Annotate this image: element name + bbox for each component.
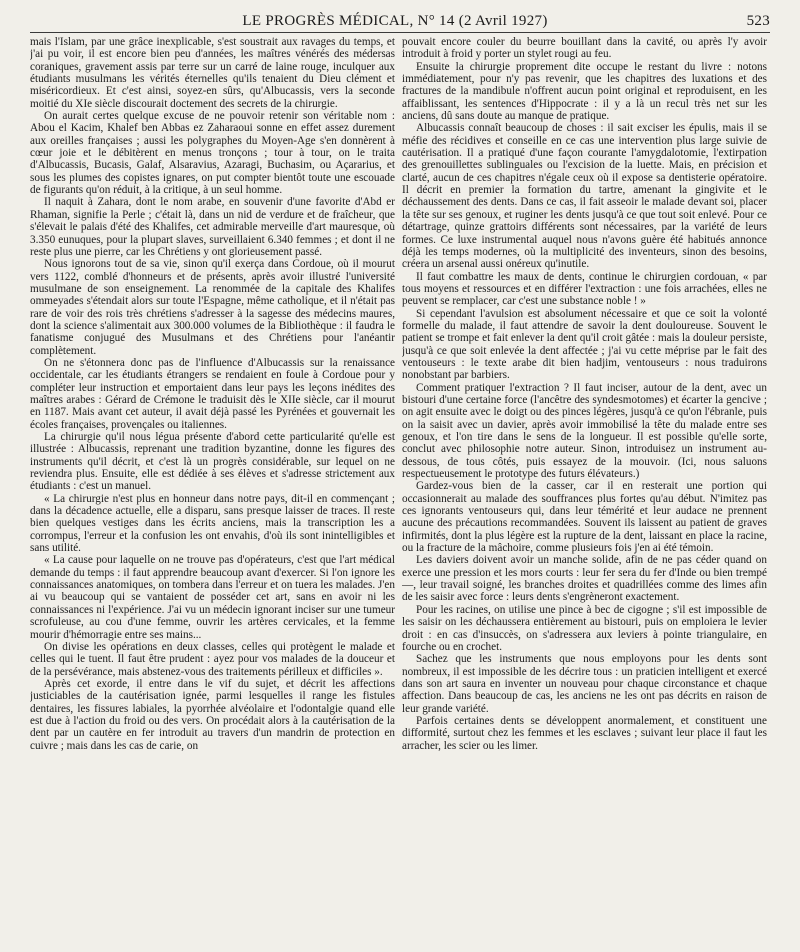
paragraph: « La cause pour laquelle on ne trouve pas d'opérateurs, c'est que l'art médical demande du temps : il faut apprendre beaucoup avant d'exercer. Si l'on ignore les connaissances anatomiques, on tombera dans l'erreur et on tuera les malades. J'en ai vu beaucoup qui se vantaient de posséder cet art, sans en avoir ni les connaissances ni l'expérience. J'ai vu un médecin ignorant inciser sur une tumeur scrofuleuse, au cou d'une femme, ouvrir les artères cervicales, et la femme mourir d'hémorragie entre ses mains... bbox=[30, 554, 395, 641]
paragraph: Les daviers doivent avoir un manche solide, afin de ne pas céder quand on exerce une pression et les mors courts : leur fer sera du fer d'Inde ou bien trempé —, leur travail soigné, les branches droites et quadrillées comme des limes afin de les saisir avec force : leurs dents s'engrèneront exactement. bbox=[402, 554, 767, 604]
paragraph: pouvait encore couler du beurre bouillant dans la cavité, ou après l'y avoir introduit à froid y porter un stylet rougi au feu. bbox=[402, 36, 767, 61]
page-number: 523 bbox=[746, 12, 770, 29]
left-column bbox=[30, 36, 395, 946]
paragraph: Gardez-vous bien de la casser, car il en resterait une portion qui occasionnerait au malade des souffrances plus fortes qu'au début. N'imitez pas ces ignorants ventouseurs qui, dans leur témérité et leur audace ne prennent aucune des précautions recommandées. Souvent ils laissent au patient de graves infirmités, dont la plus légère est la rupture de la dent, laissant en place la racine, ou la fracture de la mâchoire, comme plusieurs fois j'en ai été témoin. bbox=[402, 480, 767, 555]
paragraph: La chirurgie qu'il nous légua présente d'abord cette particularité qu'elle est illustrée : Albucassis, reprenant une tradition byzantine, donne les figures des instruments qu'il décrit, et c'est là un progrès considérable, sur lequel on ne reviendra plus. Ensuite, elle est dédiée à ses élèves et s'adresse strictement aux étudiants : c'est un manuel. bbox=[30, 431, 395, 493]
paragraph: On aurait certes quelque excuse de ne pouvoir retenir son véritable nom : Abou el Kacim, Khalef ben Abbas ez Zaharaoui sonne en effet assez durement aux oreilles françaises ; aussi les polygraphes du Moyen-Age s'en donnèrent à cœur joie et le débitèrent en menus tronçons ; tour à tour, on le traita d'Albucassis, Bucasis, Galaf, Alsaravius, Azaragi, Buchasim, ou Açararius, et sous les plumes des copistes ignares, on put compter bientôt toute une escouade de figurants qu'on réduit, à la critique, à un seul homme. bbox=[30, 110, 395, 197]
paragraph: Nous ignorons tout de sa vie, sinon qu'il exerça dans Cordoue, où il mourut vers 1122, comblé d'honneurs et de présents, après avoir illustré l'université musulmane de son enseignement. La renommée de la capitale des Khalifes ommeyades s'étendait alors sur toute l'Espagne, même catholique, et il n'était pas rare de voir des rois très chrétiens s'adresser à la sagesse des médecins maures, dont la science s'alimentait aux 300.000 volumes de la Bibliothèque : il faudra le fanatisme conjugué des Musulmans et des Chrétiens pour l'anéantir complètement. bbox=[30, 258, 395, 357]
paragraph: Il naquit à Zahara, dont le nom arabe, en souvenir d'une favorite d'Abd er Rhaman, signifie la Perle ; c'était là, dans un nid de verdure et de fraîcheur, que s'élevait le palais d'été des Khalifes, cet admirable merveille d'art mauresque, où 3.350 eunuques, pour la plupart slaves, surveillaient 6.340 femmes ; et dont il ne reste plus une pierre, car les Chrétiens y ont glorieusement passé. bbox=[30, 196, 395, 258]
paragraph: On divise les opérations en deux classes, celles qui protègent le malade et celles qui le tuent. Il faut être prudent : ayez pour vos malades de la douceur et de la persévérance, mais abstenez-vous des traitements périlleux et difficiles ». bbox=[30, 640, 395, 678]
paragraph: Si cependant l'avulsion est absolument nécessaire et que ce soit la volonté formelle du malade, il faut attendre de savoir la dent douloureuse. Souvent le patient se trompe et fait enlever la dent qu'il croit gâtée : mais la douleur persiste, jusqu'à ce que soit enlevée la dent affectée ; j'ai vu cette méprise par le fait des ventouseurs : le texte arabe dit bien hadjim, ventouseurs : nous traduirons nonobstant par barbiers. bbox=[402, 307, 767, 382]
paragraph: « La chirurgie n'est plus en honneur dans notre pays, dit-il en commençant ; dans la décadence actuelle, elle a disparu, sans presque laisser de traces. Il reste bien quelques vestiges dans les écrits anciens, mais la transcription les a corrompus, l'erreur et la confusion les ont envahis, d'où ils sont inintelligibles et sans utilité. bbox=[30, 492, 395, 555]
paragraph: mais l'Islam, par une grâce inexplicable, s'est soustrait aux ravages du temps, et j'ai pu voir, il est encore bien peu d'années, les maîtres vénérés des médersas coraniques, gravement assis par terre sur un carré de laine rouge, inculquer aux étudiants musulmans les vérités éternelles qu'ils tenaient du Dieu clément et miséricordieux. Et c'est ainsi, soyez-en sûrs, qu'Albucassis, vers la seconde moitié du XIe siècle discourait doctement des secrets de la chirurgie. bbox=[30, 36, 395, 110]
paragraph: Après cet exorde, il entre dans le vif du sujet, et décrit les affections justiciables de la cautérisation ignée, parmi lesquelles il range les fistules dentaires, les fissures labiales, la pyorrhée alvéolaire et l'odontalgie quand elle est due à l'action du froid ou des vers. On procédait alors à la cautérisation de la dent par un cautère en fer introduit au travers d'un mandrin de protection en cuivre ; mais dans les cas de carie, on bbox=[30, 677, 395, 752]
paragraph: Parfois certaines dents se développent anormalement, et constituent une difformité, surtout chez les femmes et les esclaves ; suivant leur place il faut les arracher, les scier ou les limer. bbox=[402, 714, 767, 752]
paragraph: On ne s'étonnera donc pas de l'influence d'Albucassis sur la renaissance occidentale, car les étudiants étrangers se rendaient en foule à Cordoue pour y compléter leur instruction et emportaient dans leur pays les leçons inédites des maîtres arabes : Gérard de Crémone le traduisit dès le XIIe siècle, car il mourut en 1187. Mais avant cet auteur, il avait déjà passé les Pyrénées et gouvernait les écoles françaises, provençales ou italiennes. bbox=[30, 356, 395, 431]
paragraph: Sachez que les instruments que nous employons pour les dents sont nombreux, il est impossible de les décrire tous : un praticien intelligent et exercé dans son art saura en inventer un nouveau pour chaque circonstance et chaque affection. Dans beaucoup de cas, les anciens ne les ont pas décrits en raison de leur grande variété. bbox=[402, 653, 767, 715]
journal-title: LE PROGRÈS MÉDICAL, N° 14 (2 Avril 1927) bbox=[242, 12, 548, 29]
paragraph: Il faut combattre les maux de dents, continue le chirurgien cordouan, « par tous moyens et ressources et en différer l'extraction : une fois arrachées, elles ne peuvent se remplacer, car c'est une substance noble ! » bbox=[402, 270, 767, 308]
running-header bbox=[30, 10, 770, 33]
paragraph: Comment pratiquer l'extraction ? Il faut inciser, autour de la dent, avec un bistouri d'une certaine force (l'ancêtre des syndesmotomes) et écarter la gencive ; on agit ensuite avec le doigt ou des pinces légères, jusqu'à ce qu'on l'ébranle, puis on la saisit avec un davier, après avoir immobilisé la tête du malade entre ses genoux, et l'on tire dans le sens de la longueur. Il est possible qu'elle sorte, conclut avec philosophie notre auteur. Sinon, introduisez un instrument au-dessous, de tous côtés, puis essayez de la mouvoir. (Ici, nous saluons respectueusement le prototype des futurs élévateurs.) bbox=[402, 381, 767, 481]
right-column bbox=[402, 36, 767, 946]
paragraph: Ensuite la chirurgie proprement dite occupe le restant du livre : notons immédiatement, pour n'y pas revenir, que les chapitres des luxations et des fractures de la mandibule n'offrent aucun point original et reproduisent, en les affaiblissant, les sentences d'Hippocrate : il y a là un recul très net sur les anciens, dû sans doute au manque de pratique. bbox=[402, 60, 767, 123]
paragraph: Albucassis connaît beaucoup de choses : il sait exciser les épulis, mais il se méfie des récidives et conseille en ce cas une intervention plus large suivie de cautérisation. Il a pratiqué d'une façon courante l'amygdalotomie, l'extirpation des grenouillettes sublinguales ou l'excision de la luette. Mais, en précision et clarté, aucun de ces chapitres n'égale ceux où il expose sa dentisterie opératoire. Il décrit en premier la formation du tartre, amenant la gingivite et le déchaussement des dents. Dans ce cas, il fait asseoir le malade devant soi, placer la tête sur ses genoux, et ruginer les dents jusqu'à ce que tout soit enlevé. Pour ce détartrage, quinze grattoirs différents sont nécessaires, par la variété de leurs formes. Ce luxe instrumental auquel nous n'avons guère été habitués annonce déjà les temps modernes, où la multiplicité des inventeurs, sinon des besoins, créera un arsenal aussi onéreux qu'inutile. bbox=[402, 122, 767, 271]
paragraph: Pour les racines, on utilise une pince à bec de cigogne ; s'il est impossible de les saisir on les déchaussera entièrement au bistouri, puis on emploiera le levier droit : en cas d'insuccès, on s'adressera aux leviers à pointe triangulaire, en fourche ou en crochet. bbox=[402, 603, 767, 653]
